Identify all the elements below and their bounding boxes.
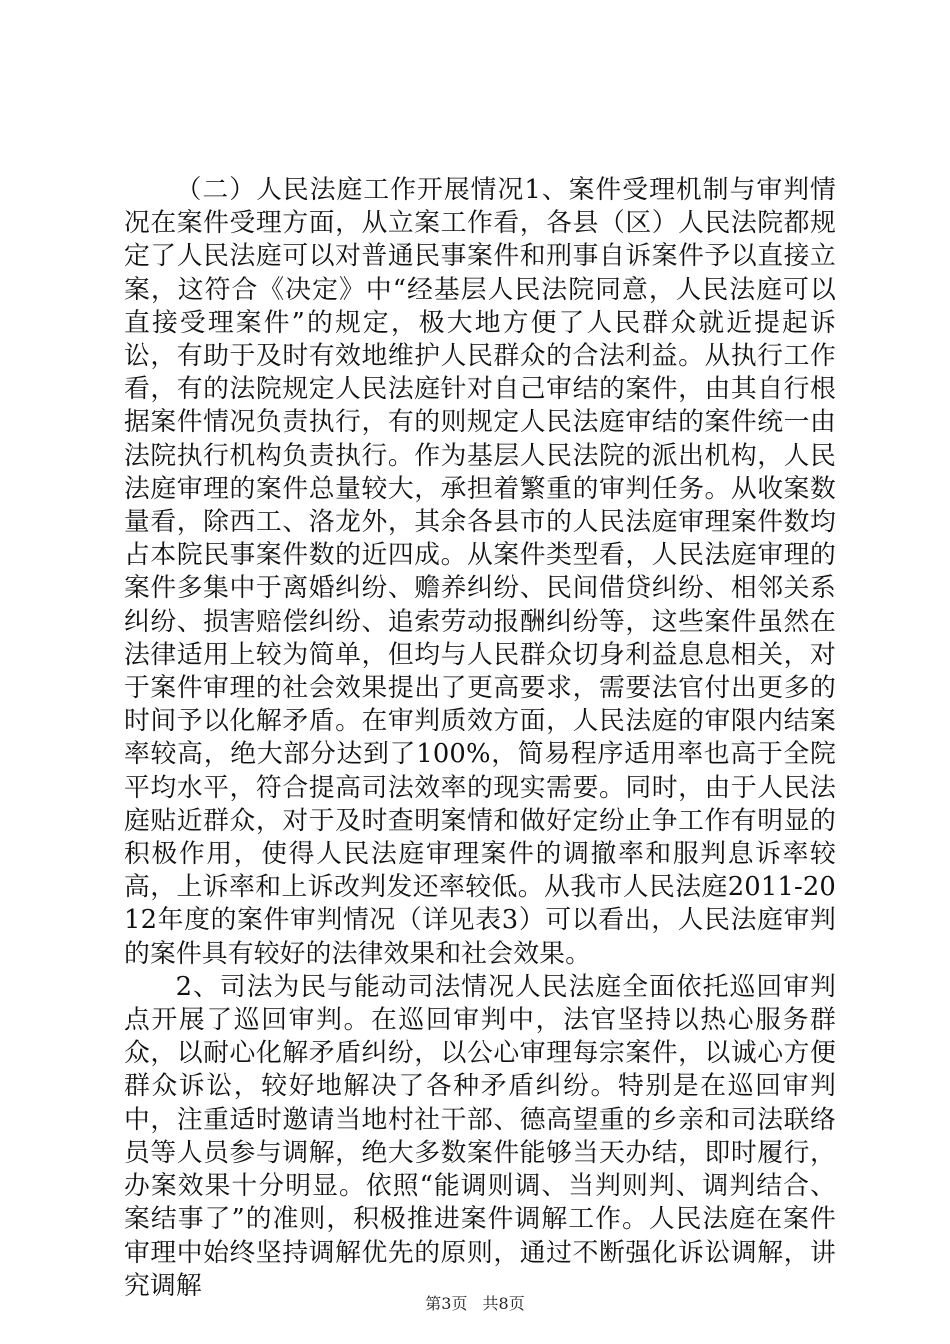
- paragraph-justice-for-people: 2、司法为民与能动司法情况人民法庭全面依托巡回审判点开展了巡回审判。在巡回审判中，法官坚持以热心服务群众，以耐心化解矛盾纠纷，以公心审理每宗案件，以诚心方便群众诉讼，较好地解决了各种矛盾纠纷。特别是在巡回审判中，注重适时邀请当地村社干部、德高望重的乡亲和司法联络员等人员参与调解，绝大多数案件能够当天办结，即时履行，办案效果十分明显。依照“能调则调、当判则判、调判结合、案结事了”的准则，积极推进案件调解工作。人民法庭在案件审理中始终坚持调解优先的原则，通过不断强化诉讼调解，讲究调解: [124, 971, 836, 1301]
- paragraph-court-work-overview: （二）人民法庭工作开展情况1、案件受理机制与审判情况在案件受理方面，从立案工作看，各县（区）人民法院都规定了人民法庭可以对普通民事案件和刑事自诉案件予以直接立案，这符合《决定》中“经基层人民法院同意，人民法庭可以直接受理案件”的规定，极大地方便了人民群众就近提起诉讼，有助于及时有效地维护人民群众的合法利益。从执行工作看，有的法院规定人民法庭针对自己审结的案件，由其自行根据案件情况负责执行，有的则规定人民法庭审结的案件统一由法院执行机构负责执行。作为基层人民法院的派出机构，人民法庭审理的案件总量较大，承担着繁重的审判任务。从收案数量看，除西工、洛龙外，其余各县市的人民法庭审理案件数均占本院民事案件数的近四成。从案件类型看，人民法庭审理的案件多集中于离婚纠纷、赡养纠纷、民间借贷纠纷、相邻关系纠纷、损害赔偿纠纷、追索劳动报酬纠纷等，这些案件虽然在法律适用上较为简单，但均与人民群众切身利益息息相关，对于案件审理的社会效果提出了更高要求，需要法官付出更多的时间予以化解矛盾。在审判质效方面，人民法庭的审限内结案率较高，绝大部分达到了100%，简易程序适用率也高于全院平均水平，符合提高司法效率的现实需要。同时，由于人民法庭贴近群众，对于及时查明案情和做好定纷止争工作有明显的积极作用，使得人民法庭审理案件的调撤率和服判息诉率较高，上诉率和上诉改判发还率较低。从我市人民法庭2011-2012年度的案件审判情况（详见表3）可以看出，人民法庭审判的案件具有较好的法律效果和社会效果。: [124, 175, 836, 969]
- page-footer: [0, 1294, 950, 1314]
- page-total: 共8页: [482, 1294, 525, 1313]
- page-number: 第3页: [425, 1294, 468, 1313]
- document-body: [124, 174, 836, 1303]
